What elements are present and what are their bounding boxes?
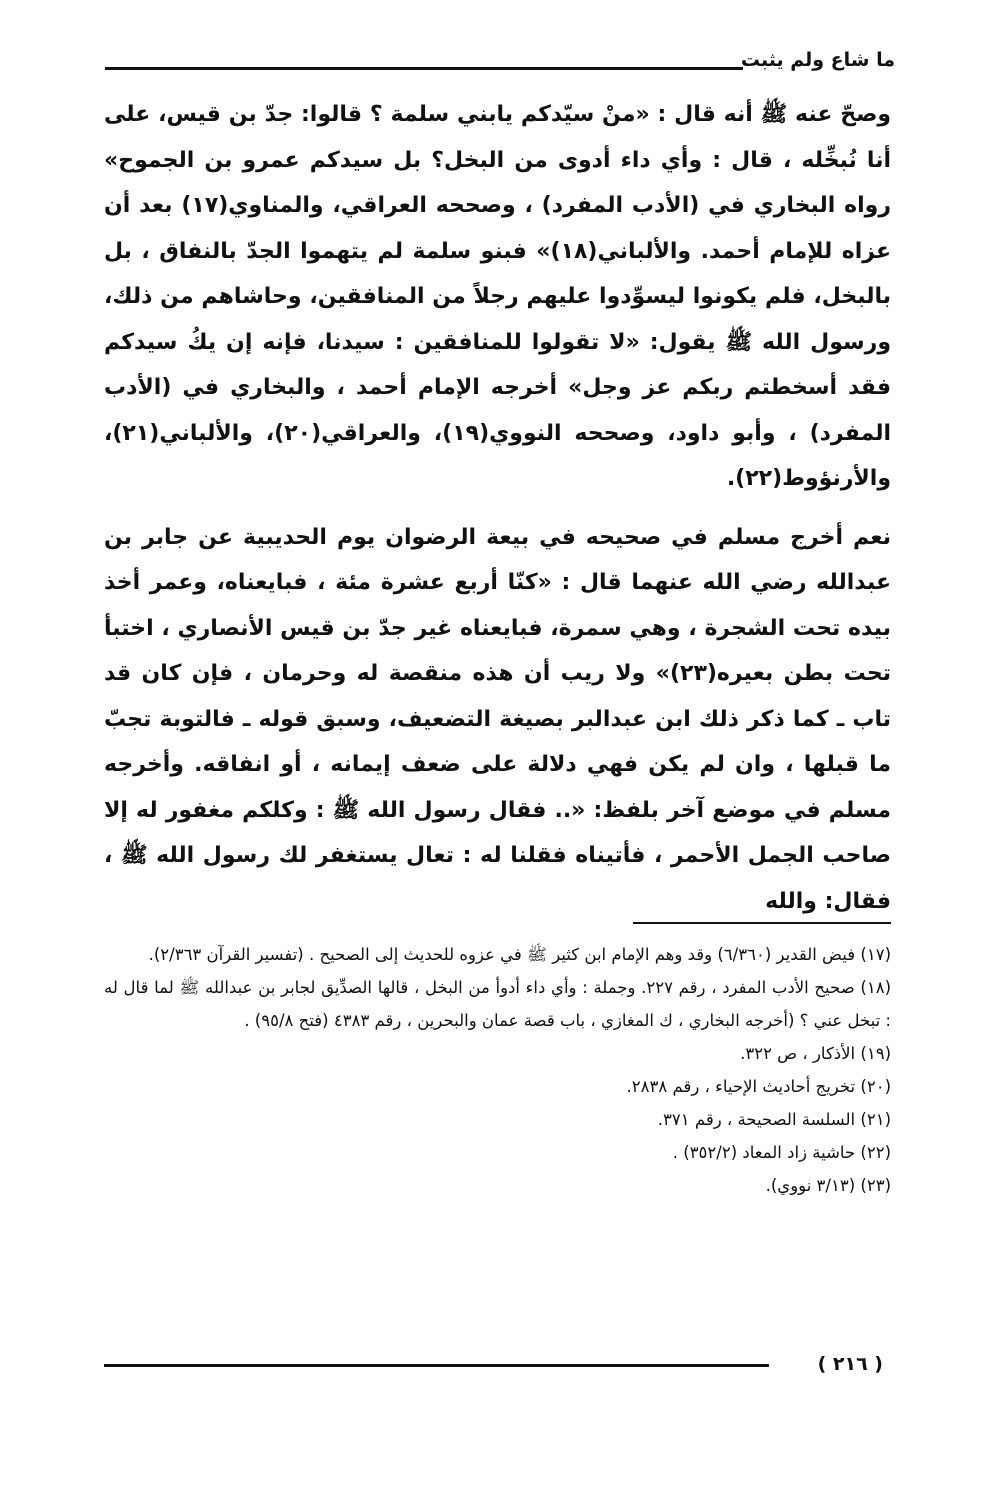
page-footer [104,1350,891,1380]
header-rule [105,67,743,70]
running-header [105,46,895,76]
body-paragraph-2: نعم أخرج مسلم في صحيحه في بيعة الرضوان يوم الحديبية عن جابر بن عبدالله رضي الله عنهما قال : «كنّا أربع عشرة مئة ، فبايعناه، وعمر أخذ بيده تحت الشجرة ، وهي سمرة، فبايعناه غير جدّ بن قيس الأنصاري ، اختبأ تحت بطن بعيره(٢٣)» ولا ريب أن هذه منقصة له وحرمان ، فإن كان قد تاب ـ كما ذكر ذلك ابن عبدالبر بصيغة التضعيف، وسبق قوله ـ فالتوبة تجبّ ما قبلها ، وان لم يكن فهي دلالة على ضعف إيمانه ، أو انفاقه. وأخرجه مسلم في موضع آخر بلفظ: «.. فقال رسول الله ﷺ : وكلكم مغفور له إلا صاحب الجمل الأحمر ، فأتيناه فقلنا له : تعال يستغفر لك رسول الله ﷺ ، فقال: والله [104,524,891,914]
footnote-17: (١٧) فيض القدير (٦/٣٦٠) وقد وهم الإمام ابن كثير ﷺ في عزوه للحديث إلى الصحيح . (تفسير القرآن ٢/٣٦٣). [148,945,891,964]
footnote-19: (١٩) الأذكار ، ص ٣٢٢. [740,1044,891,1063]
body-paragraph-1: وصحّ عنه ﷺ أنه قال : «منْ سيّدكم يابني سلمة ؟ قالوا: جدّ بن قيس، على أنا نُبخِّله ، قال : وأي داء أدوى من البخل؟ بل سيدكم عمرو بن الجموح» رواه البخاري في (الأدب المفرد) ، وصححه العراقي، والمناوي(١٧) بعد أن عزاه للإمام أحمد. والألباني(١٨)» فبنو سلمة لم يتهموا الجدّ بالنفاق ، بل بالبخل، فلم يكونوا ليسوِّدوا عليهم رجلاً من المنافقين، وحاشاهم من ذلك، ورسول الله ﷺ يقول: «لا تقولوا للمنافقين : سيدنا، فإنه إن يكُ سيدكم فقد أسخطتم ربكم عز وجل» أخرجه الإمام أحمد ، والبخاري في (الأدب المفرد) ، وأبو داود، وصححه النووي(١٩)، والعراقي(٢٠)، والألباني(٢١)، والأرنؤوط(٢٢). [104,102,891,491]
main-text [104,92,891,924]
page-number: ( ٢١٦ ) [817,1353,883,1375]
footnotes [104,938,891,1202]
footnote-21: (٢١) السلسة الصحيحة ، رقم ٣٧١. [657,1110,891,1129]
footnote-20: (٢٠) تخريج أحاديث الإحياء ، رقم ٢٨٣٨. [626,1077,891,1096]
running-title: ما شاع ولم يثبت [740,49,895,71]
footnote-18: (١٨) صحيح الأدب المفرد ، رقم ٢٢٧. وجملة : وأي داء أدوأ من البخل ، قالها الصدِّيق لجابر بن عبدالله ﷺ لما قال له : تبخل عني ؟ (أخرجه البخاري ، ك المغازي ، باب قصة عمان والبحرين ، رقم ٤٣٨٣ (فتح ٩٥/٨) . [104,978,891,1030]
footnote-separator [633,922,891,924]
footnote-22: (٢٢) حاشية زاد المعاد (٣٥٢/٢) . [672,1143,891,1162]
footer-rule [104,1364,769,1367]
footnote-23: (٢٣) (٣/١٣ نووي). [765,1176,891,1195]
